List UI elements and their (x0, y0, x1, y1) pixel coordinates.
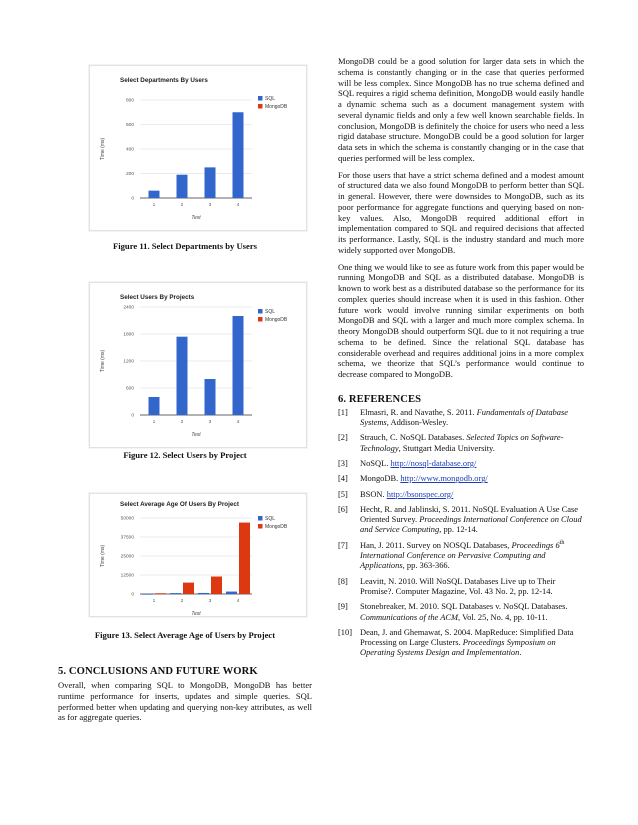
conclusions-paragraph: Overall, when comparing SQL to MongoDB, MongoDB has better runtime performance for inserts, updates and simple queries. SQL performed better when updating and querying non-key attributes, as well as for aggregate queries. (58, 680, 312, 723)
reference-item (338, 540, 584, 571)
legend-swatch (258, 516, 263, 521)
legend-label: MongoDB (265, 104, 288, 110)
y-tick-label: 200 (125, 172, 134, 178)
bar-sql (177, 337, 188, 415)
x-tick-label: 4 (236, 599, 240, 604)
y-tick-label: 1200 (123, 359, 134, 365)
reference-number: [3] (338, 457, 348, 468)
reference-number: [7] (338, 539, 348, 550)
legend-label: SQL (265, 309, 276, 315)
bar-sql (177, 175, 188, 198)
chart-svg-average-age (90, 494, 306, 616)
bar-sql (233, 316, 244, 415)
figure-11-caption: Figure 11. Select Departments by Users (113, 241, 257, 251)
legend-label: SQL (265, 516, 276, 522)
reference-item (338, 576, 584, 597)
reference-item (338, 473, 584, 483)
bar-sql (205, 167, 216, 198)
x-tick-label: 4 (236, 420, 240, 425)
reference-source: Communications of the ACM (360, 611, 459, 622)
x-axis-label: Test (191, 215, 201, 221)
reference-authors: Strauch, C. NoSQL Databases. (360, 432, 467, 443)
reference-source: Fundamentals of Database Systems (360, 406, 569, 428)
reference-link[interactable]: http://www.mongodb.org/ (400, 473, 488, 484)
reference-superscript: th (559, 539, 565, 546)
reference-link[interactable]: http://nosql-database.org/ (390, 457, 477, 468)
chart-title: Select Departments By Users (120, 77, 208, 84)
reference-number: [2] (338, 432, 348, 443)
y-tick-label: 37500 (120, 535, 134, 541)
bar-mongodb (155, 593, 166, 594)
reference-number: [4] (338, 473, 348, 484)
bar-sql (205, 379, 216, 415)
x-tick-label: 2 (180, 420, 184, 425)
bar-mongodb (211, 577, 222, 594)
reference-authors: Hecht, R. and Jablinski, S. 2011. NoSQL Evaluation A Use Case Oriented Survey. (360, 503, 579, 525)
legend-label: MongoDB (265, 524, 288, 530)
references-list (338, 407, 584, 658)
y-axis-label: Time (ms) (100, 349, 106, 373)
x-axis-label: Test (191, 611, 201, 616)
y-tick-label: 0 (131, 413, 134, 419)
reference-authors: Elmasri, R. and Navathe, S. 2011. (360, 406, 477, 417)
x-tick-label: 1 (152, 420, 156, 425)
reference-text (360, 601, 584, 622)
references-heading: 6. REFERENCES (338, 393, 422, 405)
right-paragraph-1: MongoDB could be a good solution for larger data sets in which the schema is constantly changing or in the case that queries performed will be less complex. Since MongoDB has no true schema defined and SQL requires a rigid schema definition, MongoDB would easily handle a dynamic schema such as a document management system with several dynamic fields and only a few well known searchable fields. In conclusion, MongoDB is definitely the choice for users who need a less rigid database structure. MongoDB could be a good solution for larger data sets in which the schema is constantly changing or in the case that queries performed will be less complex. (338, 56, 584, 163)
reference-authors: Stonebreaker, M. 2010. SQL Databases v. NoSQL Databases. (360, 601, 568, 612)
reference-text (360, 432, 584, 453)
figure-13 (58, 489, 312, 654)
legend-swatch (258, 104, 263, 109)
x-tick-label: 1 (152, 203, 156, 208)
reference-details: , pp. 363-366. (402, 560, 450, 571)
reference-number: [8] (338, 575, 348, 586)
reference-item (338, 432, 584, 453)
y-tick-label: 1800 (123, 332, 134, 338)
x-tick-label: 3 (208, 599, 212, 604)
legend-swatch (258, 317, 263, 322)
bar-mongodb (239, 523, 250, 594)
y-tick-label: 0 (131, 592, 134, 598)
reference-text (360, 576, 584, 597)
figure-13-caption: Figure 13. Select Average Age of Users by Project (94, 630, 276, 640)
reference-details: , pp. 12-14. (439, 524, 478, 535)
bar-mongodb (183, 583, 194, 594)
reference-source: Proceedings Symposium on Operating Systems Design and Implementation (360, 637, 556, 658)
bar-sql (233, 112, 244, 198)
conclusions-section (58, 666, 312, 723)
conclusions-heading: 5. CONCLUSIONS AND FUTURE WORK (58, 666, 258, 677)
reference-text (360, 407, 584, 428)
x-tick-label: 1 (152, 599, 156, 604)
legend-label: MongoDB (265, 317, 288, 323)
reference-details: , Vol. 25, No. 4, pp. 10-11. (458, 611, 548, 622)
y-tick-label: 2400 (123, 305, 134, 311)
legend-swatch (258, 96, 263, 101)
figure-11 (58, 56, 312, 253)
y-axis-label: Time (ms) (100, 137, 106, 161)
legend-label: SQL (265, 96, 276, 102)
x-tick-label: 2 (180, 203, 184, 208)
y-tick-label: 600 (125, 123, 134, 129)
chart-title: Select Average Age Of Users By Project (120, 501, 239, 508)
x-axis-label: Test (191, 432, 201, 438)
bar-sql (170, 593, 181, 594)
x-tick-label: 3 (208, 420, 212, 425)
reference-authors: Leavitt, N. 2010. Will NoSQL Databases Live up to Their Promise?. Computer Magazine, Vol. 43 No. 2, pp. 12-14. (360, 575, 556, 596)
y-axis-label: Time (ms) (100, 544, 106, 568)
y-tick-label: 50000 (120, 516, 134, 522)
right-paragraph-2: For those users that have a strict schema defined and a modest amount of structured data we also found MongoDB to perform better than SQL in general. However, there were downsides to MongoDB, such as its poor performance for aggregate functions and querying based on non-key values. Also, MongoDB required additional effort in implementation compared to SQL and required decisions that affected its performance. Lastly, SQL is the industry standard and much more widely supported over MongoDB. (338, 169, 584, 255)
reference-text (360, 504, 584, 535)
figure-12 (58, 274, 312, 486)
reference-text (360, 489, 584, 499)
reference-authors: NoSQL. (360, 457, 391, 468)
left-column (58, 56, 312, 729)
y-tick-label: 12500 (120, 573, 134, 579)
reference-details: , Addison-Wesley. (386, 417, 449, 428)
reference-text (360, 627, 584, 658)
chart-figure-13 (89, 493, 307, 617)
legend-swatch (258, 309, 263, 314)
chart-figure-11 (89, 65, 307, 231)
right-paragraph-3: One thing we would like to see as future work from this paper would be running MongoDB and SQL as a distributed database. MongoDB is known to work best as a distributed database so the performance for its complex queries should increase when it is used in this fashion. Other future work would involve running similar experiments on both MongoDB and SQL with a larger and much more complex schema. In theory MongoDB should outperform SQL due to it not requiring a true schema to be defined. Since the relational SQL database has considerable overhead and requires additional joins in a more complex schema, we theorize that SQL’s performance would continue to decrease compared to MongoDB. (338, 261, 584, 379)
y-tick-label: 0 (131, 196, 134, 202)
chart-title: Select Users By Projects (120, 294, 195, 301)
reference-authors: BSON. (360, 488, 387, 499)
reference-item (338, 458, 584, 468)
bar-sql (149, 397, 160, 415)
x-tick-label: 4 (236, 203, 240, 208)
bar-sql (226, 592, 237, 594)
reference-item (338, 627, 584, 658)
bar-sql (149, 191, 160, 198)
reference-item (338, 504, 584, 535)
chart-svg-users-by-projects (90, 283, 306, 447)
reference-source-cont: International Conference on Pervasive Computing and Applications (360, 550, 546, 571)
reference-authors: MongoDB. (360, 473, 401, 484)
reference-authors: Han, J. 2011. Survey on NOSQL Databases, (360, 539, 512, 550)
reference-item (338, 407, 584, 428)
reference-text (360, 458, 584, 468)
reference-item (338, 489, 584, 499)
reference-number: [10] (338, 626, 353, 637)
figure-12-caption: Figure 12. Select Users by Project (123, 450, 247, 460)
reference-text (360, 473, 584, 483)
right-column (338, 56, 584, 663)
y-tick-label: 600 (125, 386, 134, 392)
x-tick-label: 2 (180, 599, 184, 604)
bar-sql (142, 594, 153, 595)
reference-number: [1] (338, 406, 348, 417)
chart-svg-departments (90, 66, 306, 230)
reference-details: , Stuttgart Media University. (398, 442, 495, 453)
reference-item (338, 601, 584, 622)
reference-link[interactable]: http://bsonspec.org/ (386, 488, 454, 499)
reference-authors: Dean, J. and Ghemawat, S. 2004. MapReduce: Simplified Data Processing on Large Clusters. (360, 626, 574, 648)
reference-source: Selected Topics on Software-Technology (360, 432, 564, 453)
reference-number: [6] (338, 503, 348, 514)
y-tick-label: 25000 (120, 554, 134, 560)
reference-details: . (519, 647, 522, 658)
legend-swatch (258, 524, 263, 529)
reference-text (360, 540, 584, 571)
reference-source: Proceedings 6 (511, 539, 560, 550)
bar-sql (198, 593, 209, 594)
reference-source: Proceedings International Conference on Cloud and Service Computing (360, 514, 582, 535)
y-tick-label: 400 (125, 147, 134, 153)
reference-number: [9] (338, 601, 348, 612)
y-tick-label: 800 (125, 98, 134, 104)
reference-number: [5] (338, 488, 348, 499)
chart-figure-12 (89, 282, 307, 448)
x-tick-label: 3 (208, 203, 212, 208)
